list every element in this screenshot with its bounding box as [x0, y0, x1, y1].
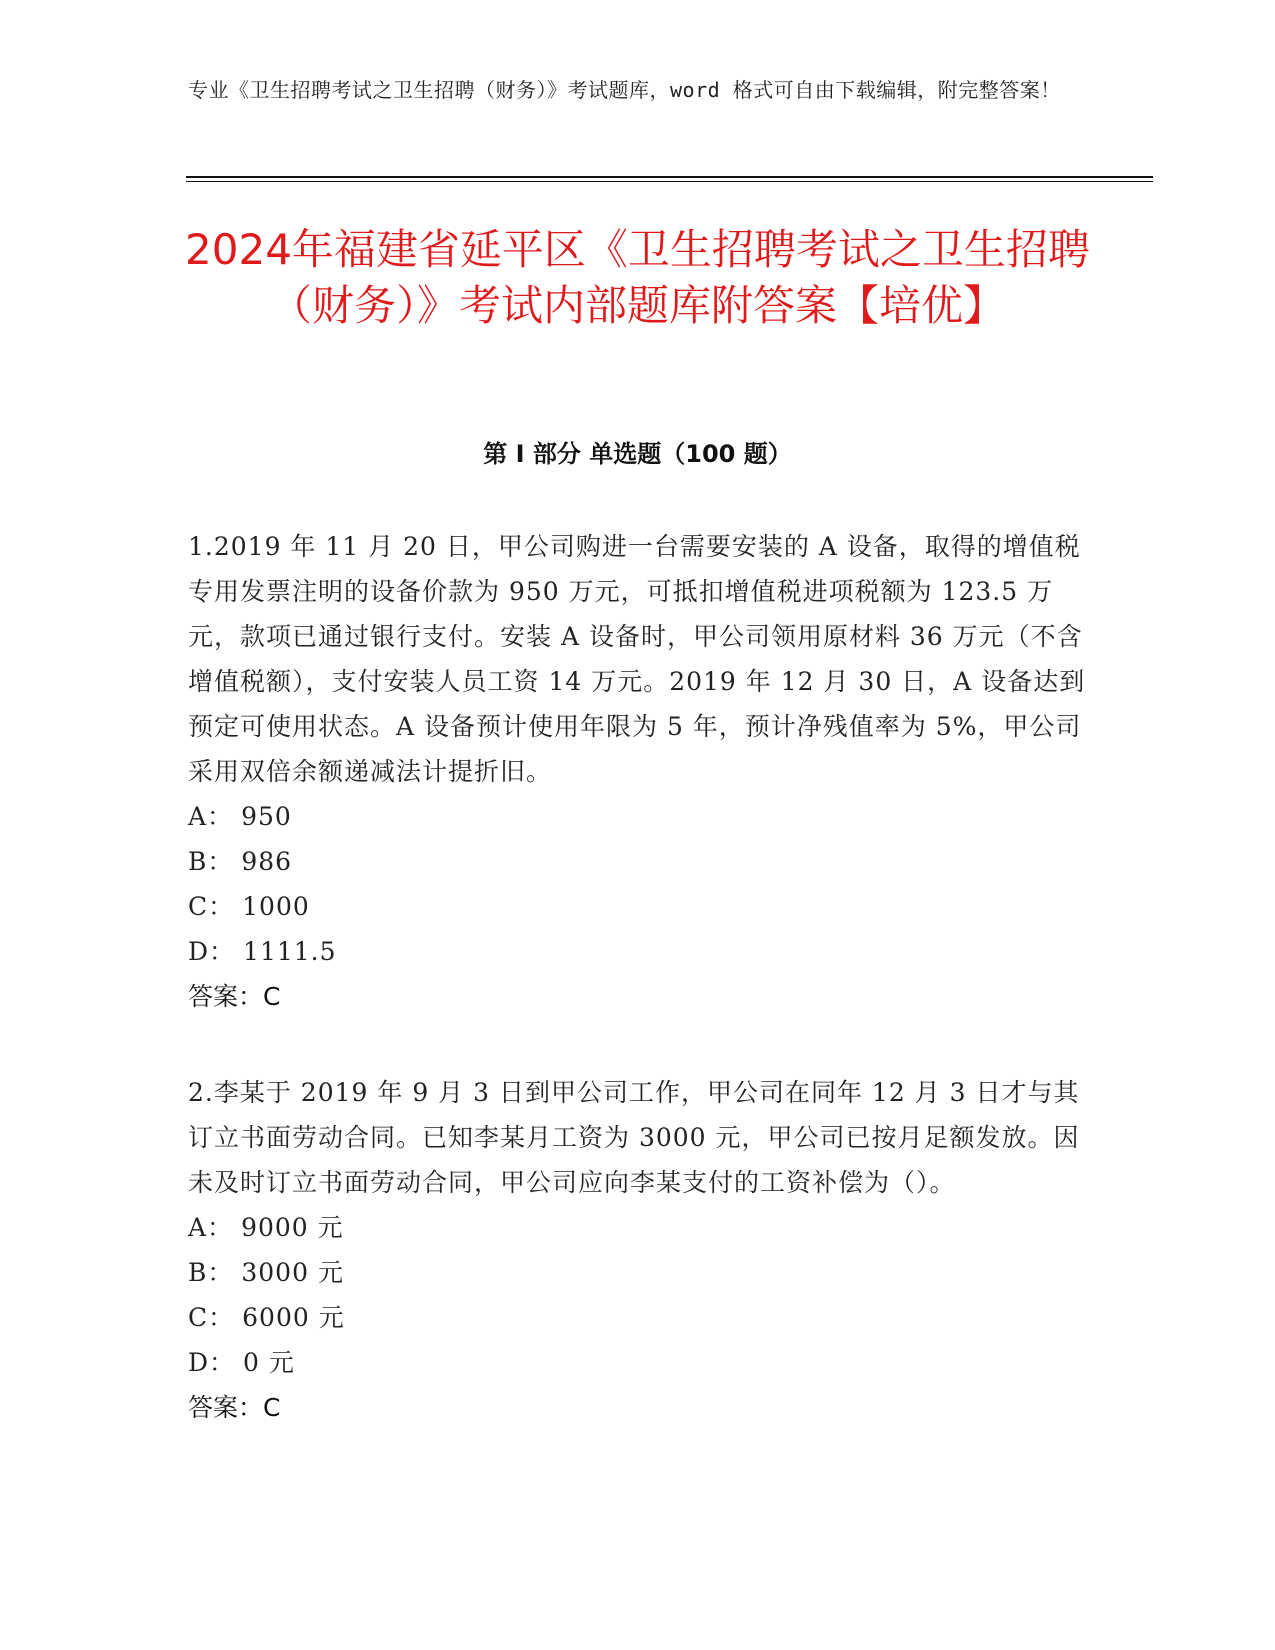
option-letter: D： [188, 1348, 236, 1377]
option-text: 1000 [242, 892, 310, 921]
option-a [188, 1205, 1088, 1250]
option-letter: D： [188, 937, 236, 966]
option-text: 3000 元 [241, 1258, 344, 1287]
option-d [188, 929, 1088, 974]
header-divider-thick [186, 176, 1153, 178]
option-letter: A： [188, 1213, 234, 1242]
option-text: 0 元 [243, 1348, 295, 1377]
document-title: 2024年福建省延平区《卫生招聘考试之卫生招聘（财务）》考试内部题库附答案【培优】 [185, 225, 1090, 330]
option-letter: C： [188, 892, 235, 921]
question-stem: 1.2019 年 11 月 20 日，甲公司购进一台需要安装的 A 设备，取得的增值税专用发票注明的设备价款为 950 万元，可抵扣增值税进项税额为 123.5 万元，款项已通过银行支付。安装 A 设备时，甲公司领用原材料 36 万元（不含增值税额），支付安装人员工资 14 万元。2019 年 12 月 30 日，A 设备达到预定可使用状态。A 设备预计使用年限为 5 年，预计净残值率为 5%，甲公司采用双倍余额递减法计提折旧。 [188, 532, 1086, 786]
option-letter: B： [188, 1258, 234, 1287]
question-1 [188, 524, 1088, 1019]
option-letter: A： [188, 802, 234, 831]
answer-line: 答案：C [188, 1393, 281, 1422]
header-divider-thin [186, 181, 1153, 182]
option-letter: B： [188, 847, 234, 876]
header-note: 专业《卫生招聘考试之卫生招聘（财务）》考试题库，word 格式可自由下载编辑，附完整答案！ [188, 78, 1061, 102]
option-letter: C： [188, 1303, 235, 1332]
option-text: 6000 元 [242, 1303, 345, 1332]
question-2 [188, 1070, 1088, 1430]
question-stem: 2.李某于 2019 年 9 月 3 日到甲公司工作，甲公司在同年 12 月 3 日才与其订立书面劳动合同。已知李某月工资为 3000 元，甲公司已按月足额发放。因未及时订立书面劳动合同，甲公司应向李某支付的工资补偿为（）。 [188, 1078, 1080, 1197]
option-text: 950 [241, 802, 292, 831]
option-c [188, 884, 1088, 929]
option-c [188, 1295, 1088, 1340]
option-text: 9000 元 [241, 1213, 344, 1242]
option-b [188, 1250, 1088, 1295]
option-b [188, 839, 1088, 884]
option-a [188, 794, 1088, 839]
answer-line: 答案：C [188, 982, 281, 1011]
option-d [188, 1340, 1088, 1385]
option-text: 1111.5 [243, 937, 337, 966]
section-heading: 第 I 部分 单选题（100 题） [483, 440, 792, 468]
option-text: 986 [241, 847, 293, 876]
